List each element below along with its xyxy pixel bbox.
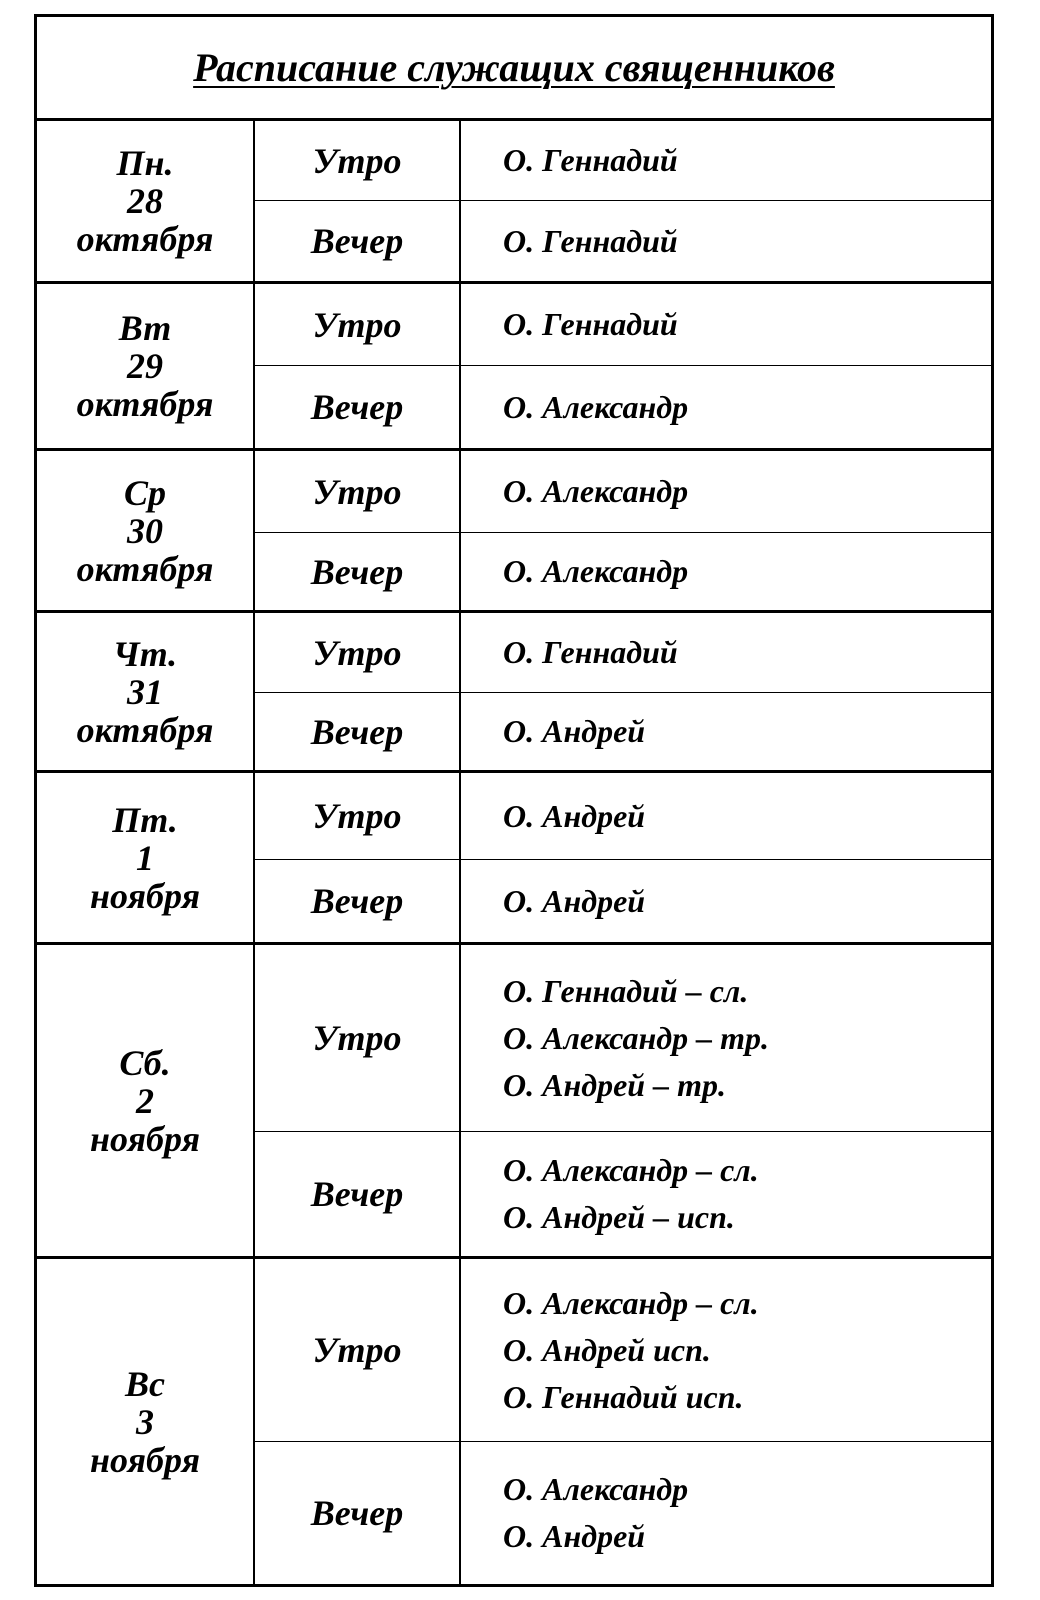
priest-cell [461,366,991,448]
priest-entry: О. Александр – сл. [503,1284,759,1321]
day-cell [37,1259,255,1584]
time-cell: Вечер [255,693,461,770]
time-cell: Утро [255,121,461,200]
day-month: ноября [89,1439,201,1480]
day-date: 29 [127,346,163,386]
priest-entry: О. Александр [503,388,689,425]
day-block [37,451,991,613]
time-cell: Вечер [255,201,461,281]
slot-row-evening [255,366,991,448]
day-of-week: Чт. [112,633,178,674]
priest-cell [461,284,991,365]
priest-entry: О. Александр – сл. [503,1152,759,1188]
day-date: 30 [127,510,163,551]
day-block [37,613,991,773]
priest-entry: О. Александр [503,553,689,589]
schedule-title: Расписание служащих священников [193,45,835,90]
priest-cell [461,693,991,770]
day-month: октября [76,548,214,589]
day-cell [37,284,255,448]
day-month: октября [76,219,214,259]
slot-row-evening [255,201,991,281]
day-block [37,284,991,451]
day-of-week: Пт. [112,799,178,840]
time-cell: Утро [255,451,461,532]
slot-row-evening [255,693,991,770]
priest-entry: О. Геннадий [503,634,678,670]
priest-entry: О. Александр [503,473,689,509]
priest-entry: О. Андрей [503,797,646,834]
slot-row-evening [255,1442,991,1584]
priest-entry: О. Андрей [503,882,646,919]
priest-entry: О. Андрей [503,1518,646,1554]
time-cell: Вечер [255,366,461,448]
priest-entry: О. Андрей исп. [503,1331,711,1368]
day-date: 31 [127,671,163,712]
time-cell: Вечер [255,1442,461,1584]
priest-entry: О. Александр [503,1471,689,1507]
day-date: 2 [136,1080,154,1121]
priest-cell [461,533,991,610]
time-cell: Утро [255,1259,461,1441]
priest-cell [461,613,991,692]
priest-entry: О. Геннадий [503,142,678,178]
title-cell [37,17,991,121]
time-cell: Вечер [255,1132,461,1256]
day-date: 28 [127,181,163,221]
day-of-week: Вт [118,308,172,348]
time-cell: Вечер [255,533,461,610]
time-cell: Утро [255,945,461,1131]
day-of-week: Пн. [116,143,174,183]
time-cell: Утро [255,773,461,859]
slot-row-evening [255,533,991,610]
priest-cell [461,1259,991,1441]
slot-row-morning [255,945,991,1132]
slot-row-morning [255,284,991,366]
priest-entry: О. Геннадий [503,306,678,342]
slot-row-morning [255,1259,991,1442]
day-block [37,945,991,1259]
day-date: 3 [136,1401,154,1442]
priest-entry: О. Геннадий исп. [503,1378,744,1415]
slot-row-morning [255,451,991,533]
priest-cell [461,1132,991,1256]
priest-entry: О. Александр – тр. [503,1019,769,1056]
priest-cell [461,773,991,859]
priest-cell [461,1442,991,1584]
slot-row-morning [255,121,991,201]
day-block [37,773,991,945]
slot-row-morning [255,773,991,860]
slot-row-morning [255,613,991,693]
day-of-week: Вс [125,1363,165,1404]
day-block [37,121,991,284]
priest-cell [461,451,991,532]
slot-row-evening [255,860,991,942]
priest-entry: О. Геннадий [503,222,678,259]
priest-cell [461,121,991,200]
day-cell [37,451,255,610]
priest-entry: О. Андрей [503,713,646,749]
day-month: ноября [89,875,201,916]
day-month: ноября [89,1118,201,1159]
day-block [37,1259,991,1584]
priest-entry: О. Андрей – исп. [503,1199,735,1235]
day-month: октября [76,384,214,424]
day-cell [37,121,255,281]
day-cell [37,773,255,942]
day-month: октября [76,709,214,750]
priest-cell [461,201,991,281]
day-of-week: Сб. [119,1042,171,1083]
day-date: 1 [136,837,154,878]
time-cell: Утро [255,284,461,365]
priest-cell [461,945,991,1131]
schedule-table [34,14,994,1587]
day-cell [37,945,255,1256]
time-cell: Утро [255,613,461,692]
day-of-week: Ср [123,472,166,513]
priest-entry: О. Геннадий – сл. [503,972,749,1009]
priest-cell [461,860,991,942]
day-cell [37,613,255,770]
time-cell: Вечер [255,860,461,942]
slot-row-evening [255,1132,991,1256]
priest-entry: О. Андрей – тр. [503,1066,726,1103]
